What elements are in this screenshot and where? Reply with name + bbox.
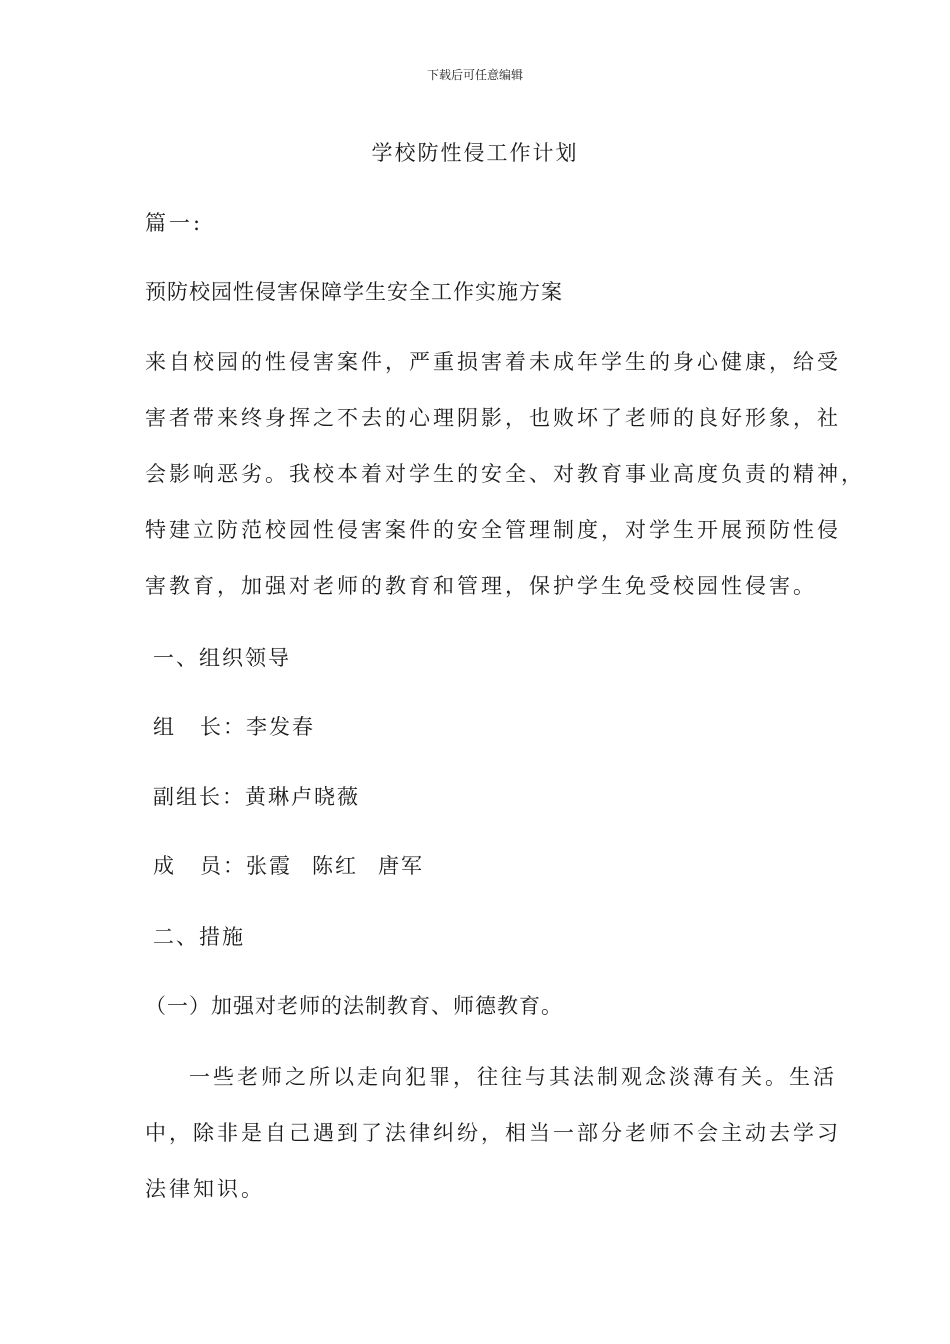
para-line-2: 中，除非是自己遇到了法律纠纷，相当一部分老师不会主动去学习	[145, 1121, 841, 1145]
member-name-1: 张霞	[246, 854, 292, 878]
document-title: 学校防性侵工作计划	[371, 141, 579, 165]
intro-line-3: 会影响恶劣。我校本着对学生的安全、对教育事业高度负责的精神，	[145, 462, 865, 486]
deputy-label: 副组长：	[153, 785, 245, 809]
heading-measures: 二、措施	[153, 925, 245, 949]
intro-line-5: 害教育，加强对老师的教育和管理，保护学生免受校园性侵害。	[145, 574, 817, 598]
para-line-1: 一些老师之所以走向犯罪，往往与其法制观念淡薄有关。生活	[189, 1065, 837, 1089]
intro-line-4: 特建立防范校园性侵害案件的安全管理制度，对学生开展预防性侵	[145, 518, 841, 542]
leader-row	[153, 714, 833, 740]
section-label: 篇一:	[145, 211, 204, 235]
member-name-2: 陈红	[312, 854, 358, 878]
page-header-note: 下载后可任意编辑	[426, 68, 523, 82]
sub-heading-1: （一）加强对老师的法制教育、师德教育。	[145, 994, 563, 1018]
heading-organization: 一、组织领导	[153, 646, 291, 670]
intro-line-1: 来自校园的性侵害案件，严重损害着未成年学生的身心健康，给受	[145, 350, 841, 374]
members-row	[153, 853, 833, 879]
para-line-3: 法律知识。	[145, 1177, 265, 1201]
members-label-b: 员：	[200, 854, 246, 878]
deputy-row	[153, 784, 833, 810]
leader-label-b: 长：	[200, 715, 246, 739]
leader-name: 李发春	[246, 715, 315, 739]
deputy-names: 黄琳卢晓薇	[245, 785, 360, 809]
intro-line-2: 害者带来终身挥之不去的心理阴影，也败坏了老师的良好形象，社	[145, 406, 841, 430]
member-name-3: 唐军	[378, 854, 424, 878]
members-label-a: 成	[153, 854, 176, 878]
leader-label-a: 组	[153, 715, 176, 739]
document-subtitle: 预防校园性侵害保障学生安全工作实施方案	[145, 280, 563, 304]
